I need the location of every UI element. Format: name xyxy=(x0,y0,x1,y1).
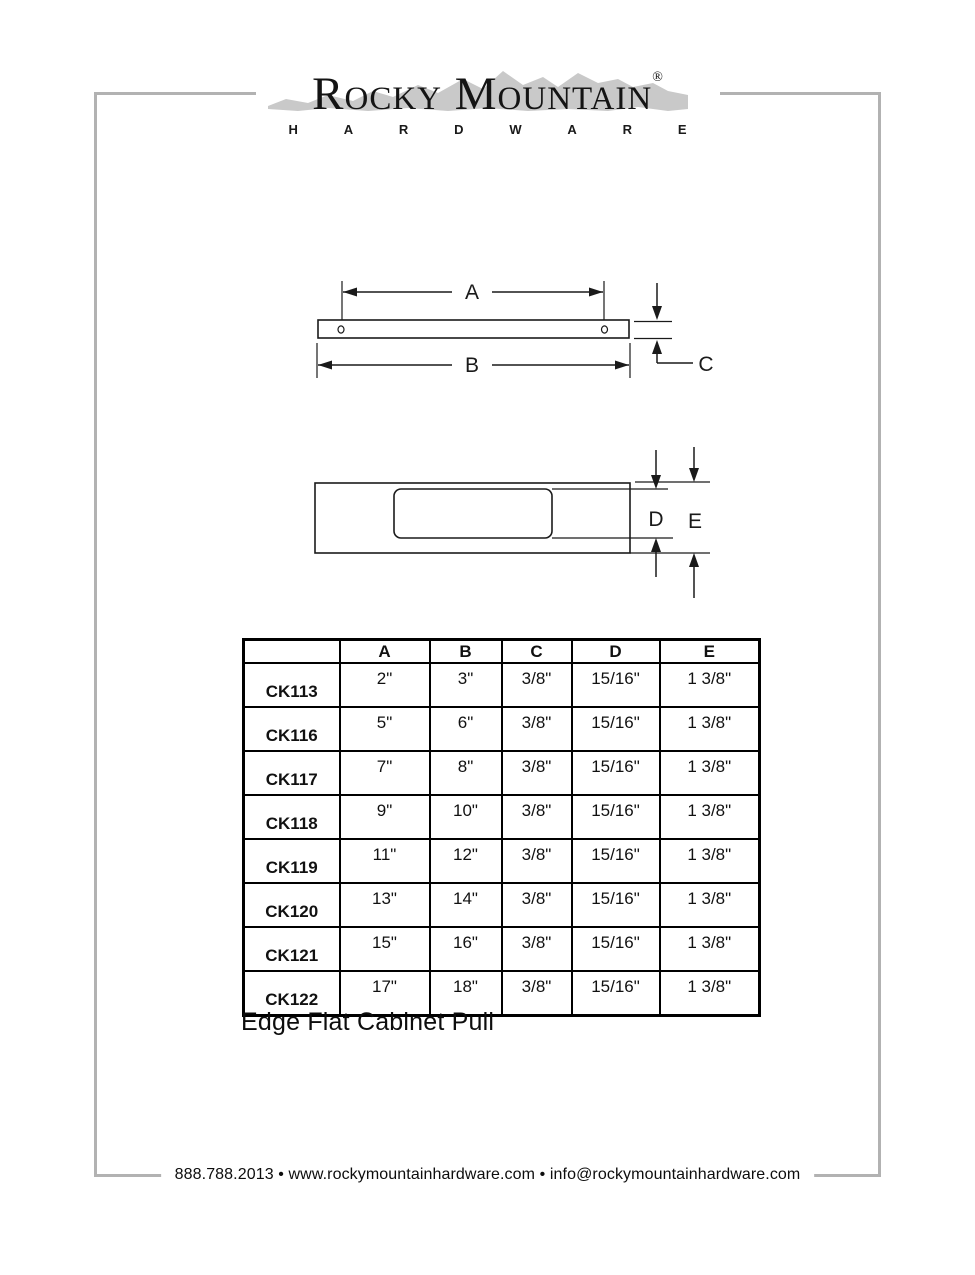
dimension-value-cell: 3" xyxy=(430,663,502,707)
brand-name xyxy=(266,52,710,120)
dimension-value-cell: 1 3/8" xyxy=(660,971,760,1016)
spec-table-body xyxy=(244,663,760,1016)
column-header-model xyxy=(244,640,340,664)
bullet-separator-icon: • xyxy=(539,1166,546,1183)
dimension-value-cell: 3/8" xyxy=(502,795,572,839)
pull-recess-outline xyxy=(394,489,552,538)
dim-label-e: E xyxy=(687,510,703,533)
model-number-cell: CK121 xyxy=(244,927,340,971)
footer-contact-line xyxy=(161,1164,815,1186)
brand-subtitle-letter: W xyxy=(509,122,522,137)
table-row xyxy=(244,839,760,883)
dimension-value-cell: 15/16" xyxy=(572,839,660,883)
dimension-value-cell: 16" xyxy=(430,927,502,971)
product-title: Edge Flat Cabinet Pull xyxy=(241,1008,495,1036)
dimension-value-cell: 15/16" xyxy=(572,927,660,971)
footer-website-link[interactable]: www.rockymountainhardware.com xyxy=(288,1166,536,1183)
dimension-value-cell: 15/16" xyxy=(572,883,660,927)
table-row xyxy=(244,663,760,707)
arrow-right-icon xyxy=(589,288,603,297)
footer-phone: 888.788.2013 xyxy=(174,1166,274,1183)
brand-subtitle-letter: E xyxy=(677,122,687,137)
dimension-value-cell: 3/8" xyxy=(502,971,572,1016)
bullet-separator-icon: • xyxy=(278,1166,284,1183)
dimension-value-cell: 15/16" xyxy=(572,971,660,1016)
dimension-value-cell: 17" xyxy=(340,971,430,1016)
dim-label-c: C xyxy=(698,353,714,376)
brand-subtitle xyxy=(289,122,687,137)
column-header-d: D xyxy=(572,640,660,664)
dimension-value-cell: 13" xyxy=(340,883,430,927)
dimension-value-cell: 3/8" xyxy=(502,663,572,707)
dimension-value-cell: 5" xyxy=(340,707,430,751)
dimension-value-cell: 9" xyxy=(340,795,430,839)
brand-subtitle-letter: H xyxy=(288,122,298,137)
footer-email-link[interactable]: info@rockymountainhardware.com xyxy=(549,1166,801,1183)
dim-c-leader-line xyxy=(657,353,693,363)
model-number-cell: CK119 xyxy=(244,839,340,883)
model-number-cell: CK113 xyxy=(244,663,340,707)
arrow-up-icon xyxy=(689,553,699,567)
dimension-value-cell: 7" xyxy=(340,751,430,795)
dimension-value-cell: 1 3/8" xyxy=(660,927,760,971)
dimension-spec-table xyxy=(242,638,761,1017)
dimension-value-cell: 3/8" xyxy=(502,927,572,971)
dimension-value-cell: 3/8" xyxy=(502,751,572,795)
column-header-c: C xyxy=(502,640,572,664)
dim-c-extension-lines xyxy=(634,322,672,339)
top-view-diagram xyxy=(295,440,735,605)
model-number-cell: CK117 xyxy=(244,751,340,795)
dimension-value-cell: 1 3/8" xyxy=(660,883,760,927)
brand-subtitle-letter: R xyxy=(622,122,632,137)
front-view-diagram xyxy=(295,265,735,385)
registered-trademark-icon: ® xyxy=(652,70,663,85)
dimension-value-cell: 3/8" xyxy=(502,883,572,927)
arrow-left-icon xyxy=(318,361,332,370)
column-header-e: E xyxy=(660,640,760,664)
model-number-cell: CK116 xyxy=(244,707,340,751)
dimension-value-cell: 15/16" xyxy=(572,751,660,795)
dimension-value-cell: 12" xyxy=(430,839,502,883)
dimension-value-cell: 10" xyxy=(430,795,502,839)
brand-subtitle-letter: A xyxy=(567,122,577,137)
dimension-value-cell: 15/16" xyxy=(572,663,660,707)
dimension-value-cell: 1 3/8" xyxy=(660,839,760,883)
brand-subtitle-letter: R xyxy=(398,122,409,137)
dimension-value-cell: 15" xyxy=(340,927,430,971)
dimension-value-cell: 1 3/8" xyxy=(660,707,760,751)
table-row xyxy=(244,795,760,839)
dimension-value-cell: 15/16" xyxy=(572,795,660,839)
table-header-row xyxy=(244,640,760,664)
dimension-value-cell: 15/16" xyxy=(572,707,660,751)
dimension-value-cell: 2" xyxy=(340,663,430,707)
dimension-value-cell: 1 3/8" xyxy=(660,663,760,707)
dimension-value-cell: 6" xyxy=(430,707,502,751)
arrow-left-icon xyxy=(343,288,357,297)
dimension-value-cell: 8" xyxy=(430,751,502,795)
pull-front-outline xyxy=(318,320,629,338)
dim-label-a: A xyxy=(464,281,480,304)
logo xyxy=(256,52,720,137)
dim-label-d: D xyxy=(648,508,664,531)
table-row xyxy=(244,927,760,971)
arrow-right-icon xyxy=(615,361,629,370)
arrow-up-icon xyxy=(651,538,661,552)
dimension-value-cell: 11" xyxy=(340,839,430,883)
arrow-up-icon xyxy=(652,340,662,354)
dimension-value-cell: 1 3/8" xyxy=(660,795,760,839)
dimension-value-cell: 3/8" xyxy=(502,839,572,883)
model-number-cell: CK120 xyxy=(244,883,340,927)
table-row xyxy=(244,883,760,927)
brand-subtitle-letter: D xyxy=(454,122,464,137)
table-row xyxy=(244,707,760,751)
column-header-b: B xyxy=(430,640,502,664)
dim-label-b: B xyxy=(464,354,480,377)
dimension-value-cell: 14" xyxy=(430,883,502,927)
brand-subtitle-letter: A xyxy=(343,122,354,137)
brand-name-text: Rocky Mountain xyxy=(312,68,653,120)
arrow-down-icon xyxy=(652,306,662,320)
column-header-a: A xyxy=(340,640,430,664)
model-number-cell: CK122 xyxy=(244,971,340,1016)
dimension-value-cell: 18" xyxy=(430,971,502,1016)
dimension-value-cell: 1 3/8" xyxy=(660,751,760,795)
model-number-cell: CK118 xyxy=(244,795,340,839)
dimension-value-cell: 3/8" xyxy=(502,707,572,751)
arrow-down-icon xyxy=(689,468,699,482)
table-row xyxy=(244,751,760,795)
